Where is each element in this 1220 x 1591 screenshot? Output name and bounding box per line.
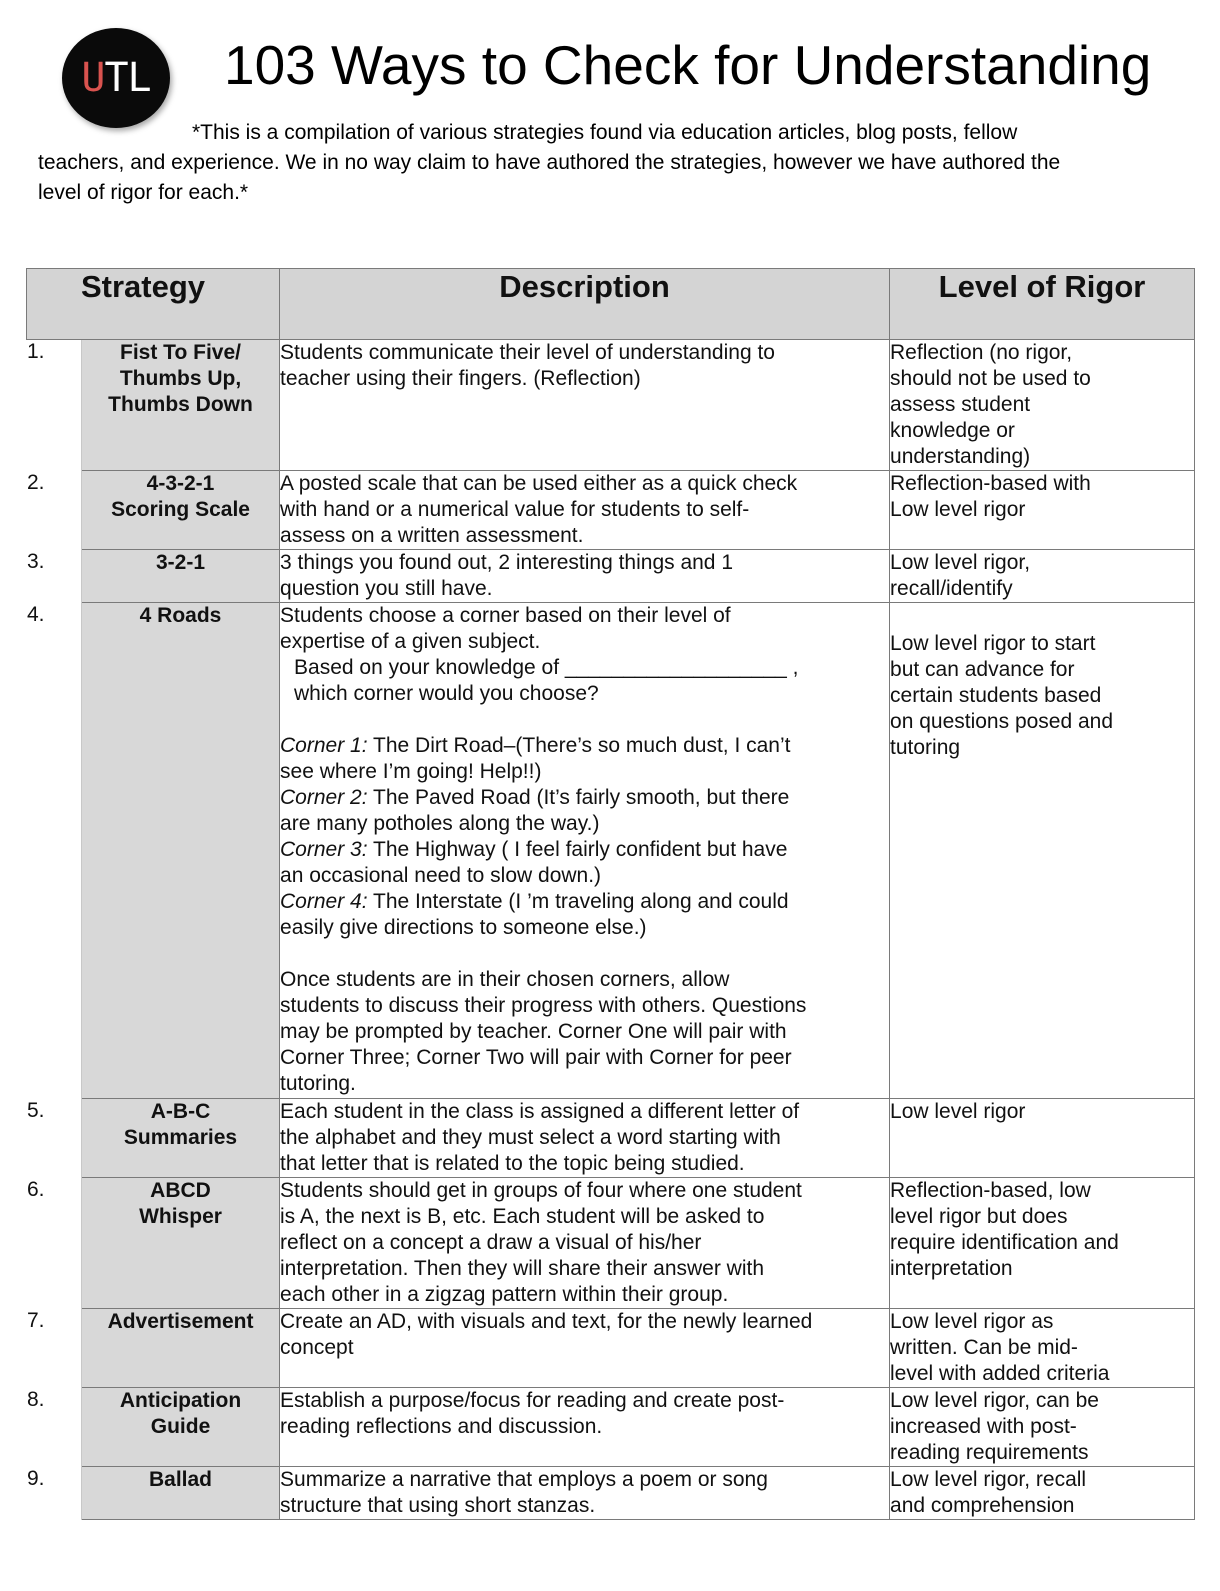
intro-note — [38, 118, 1188, 208]
strategy-name-line: 3-2-1 — [155, 551, 206, 574]
corner-line: are many potholes along the way.) — [280, 812, 600, 835]
paragraph-gap — [280, 707, 889, 733]
rigor-line: Low level rigor — [890, 1100, 1026, 1123]
row-number: 5. — [27, 1099, 82, 1178]
description-line: with hand or a numerical value for students to self- — [280, 498, 750, 521]
row-number: 1. — [27, 340, 82, 471]
description-line: Once students are in their chosen corners, allow — [280, 968, 730, 991]
description-line: assess on a written assessment. — [280, 524, 584, 547]
rigor-line: certain students based — [890, 684, 1102, 707]
rigor-line: recall/identify — [890, 577, 1013, 600]
rigor-line: tutoring — [890, 736, 961, 759]
strategy-name-line: Summaries — [123, 1126, 238, 1149]
row-number: 7. — [27, 1309, 82, 1388]
description-line: question you still have. — [280, 577, 493, 600]
description-line: teacher using their fingers. (Reflection) — [280, 367, 641, 390]
prompt-line: which corner would you choose? — [294, 682, 599, 705]
strategy-description — [280, 340, 890, 471]
strategy-name-line: Anticipation — [119, 1389, 242, 1412]
description-line: interpretation. Then they will share their answer with — [280, 1257, 765, 1280]
rigor-line: Reflection (no rigor, — [890, 341, 1073, 364]
strategy-name — [82, 1099, 280, 1178]
rigor-line: level rigor but does — [890, 1205, 1068, 1228]
rigor-line: Low level rigor, can be — [890, 1389, 1099, 1412]
row-number: 4. — [27, 603, 82, 1099]
rigor-line: and comprehension — [890, 1494, 1075, 1517]
corner-line: Corner 3: The Highway ( I feel fairly confident but have — [280, 838, 788, 861]
strategy-name — [82, 603, 280, 1099]
corner-label: Corner 2: — [280, 786, 368, 809]
description-line: Establish a purpose/focus for reading and create post- — [280, 1389, 785, 1412]
rigor-level — [890, 550, 1195, 603]
rigor-line: Reflection-based with — [890, 472, 1091, 495]
description-line: is A, the next is B, etc. Each student will be asked to — [280, 1205, 765, 1228]
row-number: 2. — [27, 471, 82, 550]
rigor-line: reading requirements — [890, 1441, 1089, 1464]
strategy-description — [280, 471, 890, 550]
strategy-description — [280, 1388, 890, 1467]
strategy-description — [280, 1178, 890, 1309]
row-number: 9. — [27, 1467, 82, 1520]
description-line: Each student in the class is assigned a different letter of — [280, 1100, 800, 1123]
strategy-name-line: A-B-C — [150, 1100, 211, 1123]
rigor-line: level with added criteria — [890, 1362, 1110, 1385]
rigor-level — [890, 1388, 1195, 1467]
corner-label: Corner 1: — [280, 734, 368, 757]
corner-line: an occasional need to slow down.) — [280, 864, 602, 887]
description-line: Students choose a corner based on their level of — [280, 604, 731, 627]
rigor-line: should not be used to — [890, 367, 1091, 390]
intro-line: *This is a compilation of various strategies found via education articles, blog posts, fellow — [192, 121, 1018, 144]
description-line: tutoring. — [280, 1072, 356, 1095]
description-line: Students communicate their level of understanding to — [280, 341, 775, 364]
strategy-description — [280, 1099, 890, 1178]
table-row — [27, 1388, 1195, 1467]
description-line: that letter that is related to the topic being studied. — [280, 1152, 745, 1175]
column-header-level: Level of Rigor — [890, 269, 1195, 340]
row-number: 6. — [27, 1178, 82, 1309]
strategy-name-line: Thumbs Up, — [119, 367, 242, 390]
strategy-description — [280, 1467, 890, 1520]
prompt-line: Based on your knowledge of ___________________ , — [294, 656, 799, 679]
strategy-description — [280, 550, 890, 603]
strategy-name — [82, 1309, 280, 1388]
table-row — [27, 340, 1195, 471]
column-header-description: Description — [280, 269, 890, 340]
page-title: 103 Ways to Check for Understanding — [224, 34, 1152, 96]
rigor-line: assess student — [890, 393, 1031, 416]
intro-line: teachers, and experience. We in no way claim to have authored the strategies, however we have authored the — [38, 151, 1061, 174]
description-line: Summarize a narrative that employs a poem or song — [280, 1468, 768, 1491]
strategy-name-line: 4 Roads — [139, 604, 222, 627]
table-row — [27, 1467, 1195, 1520]
rigor-line: Low level rigor, recall — [890, 1468, 1087, 1491]
strategy-name — [82, 1388, 280, 1467]
table-body — [27, 340, 1195, 1520]
rigor-level — [890, 1099, 1195, 1178]
rigor-level — [890, 1467, 1195, 1520]
rigor-line: Low level rigor — [890, 498, 1026, 521]
rigor-line: Reflection-based, low — [890, 1179, 1091, 1202]
description-line: expertise of a given subject. — [280, 630, 541, 653]
strategy-name-line: ABCD — [150, 1179, 211, 1202]
utl-logo — [62, 28, 170, 128]
rigor-line: Low level rigor, — [890, 551, 1031, 574]
strategy-name — [82, 550, 280, 603]
description-line: Create an AD, with visuals and text, for the newly learned — [280, 1310, 813, 1333]
strategy-name-line: Thumbs Down — [108, 393, 253, 416]
description-line: each other in a zigzag pattern within their group. — [280, 1283, 729, 1306]
intro-line: level of rigor for each.* — [38, 181, 249, 204]
strategy-name — [82, 1178, 280, 1309]
strategy-description — [280, 1309, 890, 1388]
strategy-name-line: Whisper — [139, 1205, 222, 1228]
corner-line: see where I’m going! Help!!) — [280, 760, 542, 783]
paragraph-gap — [280, 941, 889, 967]
logo-text: UTL — [81, 55, 151, 101]
rigor-line: understanding) — [890, 445, 1031, 468]
corner-line: Corner 2: The Paved Road (It’s fairly smooth, but there — [280, 786, 790, 809]
row-number: 8. — [27, 1388, 82, 1467]
corner-label: Corner 4: — [280, 890, 368, 913]
rigor-line: on questions posed and — [890, 710, 1114, 733]
table-row — [27, 550, 1195, 603]
description-line: Students should get in groups of four where one student — [280, 1179, 802, 1202]
rigor-line: Low level rigor as — [890, 1310, 1054, 1333]
corner-label: Corner 3: — [280, 838, 368, 861]
description-line: structure that using short stanzas. — [280, 1494, 596, 1517]
rigor-line: require identification and — [890, 1231, 1119, 1254]
rigor-level — [890, 1309, 1195, 1388]
strategy-name-line: Scoring Scale — [111, 498, 250, 521]
strategy-name — [82, 1467, 280, 1520]
rigor-level — [890, 603, 1195, 1099]
table-row — [27, 1309, 1195, 1388]
rigor-line: but can advance for — [890, 658, 1075, 681]
rigor-line: interpretation — [890, 1257, 1013, 1280]
strategy-name-line: Fist To Five/ — [120, 341, 241, 364]
rigor-level — [890, 1178, 1195, 1309]
table-row — [27, 1178, 1195, 1309]
strategies-table — [26, 268, 1195, 1520]
rigor-line: written. Can be mid- — [890, 1336, 1078, 1359]
table-row — [27, 471, 1195, 550]
description-line: A posted scale that can be used either as a quick check — [280, 472, 798, 495]
description-line: concept — [280, 1336, 354, 1359]
rigor-line: Low level rigor to start — [890, 632, 1096, 655]
description-line: the alphabet and they must select a word starting with — [280, 1126, 781, 1149]
strategy-name — [82, 471, 280, 550]
strategy-name-line: Ballad — [148, 1468, 213, 1491]
corner-line: Corner 4: The Interstate (I ’m traveling along and could — [280, 890, 789, 913]
description-line: reading reflections and discussion. — [280, 1415, 603, 1438]
strategy-name-line: Advertisement — [107, 1310, 254, 1333]
strategy-name — [82, 340, 280, 471]
row-number: 3. — [27, 550, 82, 603]
corner-line: easily give directions to someone else.) — [280, 916, 647, 939]
strategy-name-line: 4-3-2-1 — [146, 472, 215, 495]
description-line: students to discuss their progress with others. Questions — [280, 994, 807, 1017]
description-line: may be prompted by teacher. Corner One will pair with — [280, 1020, 787, 1043]
table-row — [27, 1099, 1195, 1178]
table-row — [27, 603, 1195, 1099]
corner-line: Corner 1: The Dirt Road–(There’s so much dust, I can’t — [280, 734, 791, 757]
rigor-line: knowledge or — [890, 419, 1015, 442]
column-header-strategy: Strategy — [27, 269, 280, 340]
description-line: 3 things you found out, 2 interesting things and 1 — [280, 551, 734, 574]
table-header-row — [27, 269, 1195, 340]
rigor-level — [890, 340, 1195, 471]
rigor-line: increased with post- — [890, 1415, 1077, 1438]
description-line: reflect on a concept a draw a visual of his/her — [280, 1231, 702, 1254]
description-line: Corner Three; Corner Two will pair with Corner for peer — [280, 1046, 792, 1069]
rigor-level — [890, 471, 1195, 550]
strategy-name-line: Guide — [150, 1415, 211, 1438]
strategy-description — [280, 603, 890, 1099]
